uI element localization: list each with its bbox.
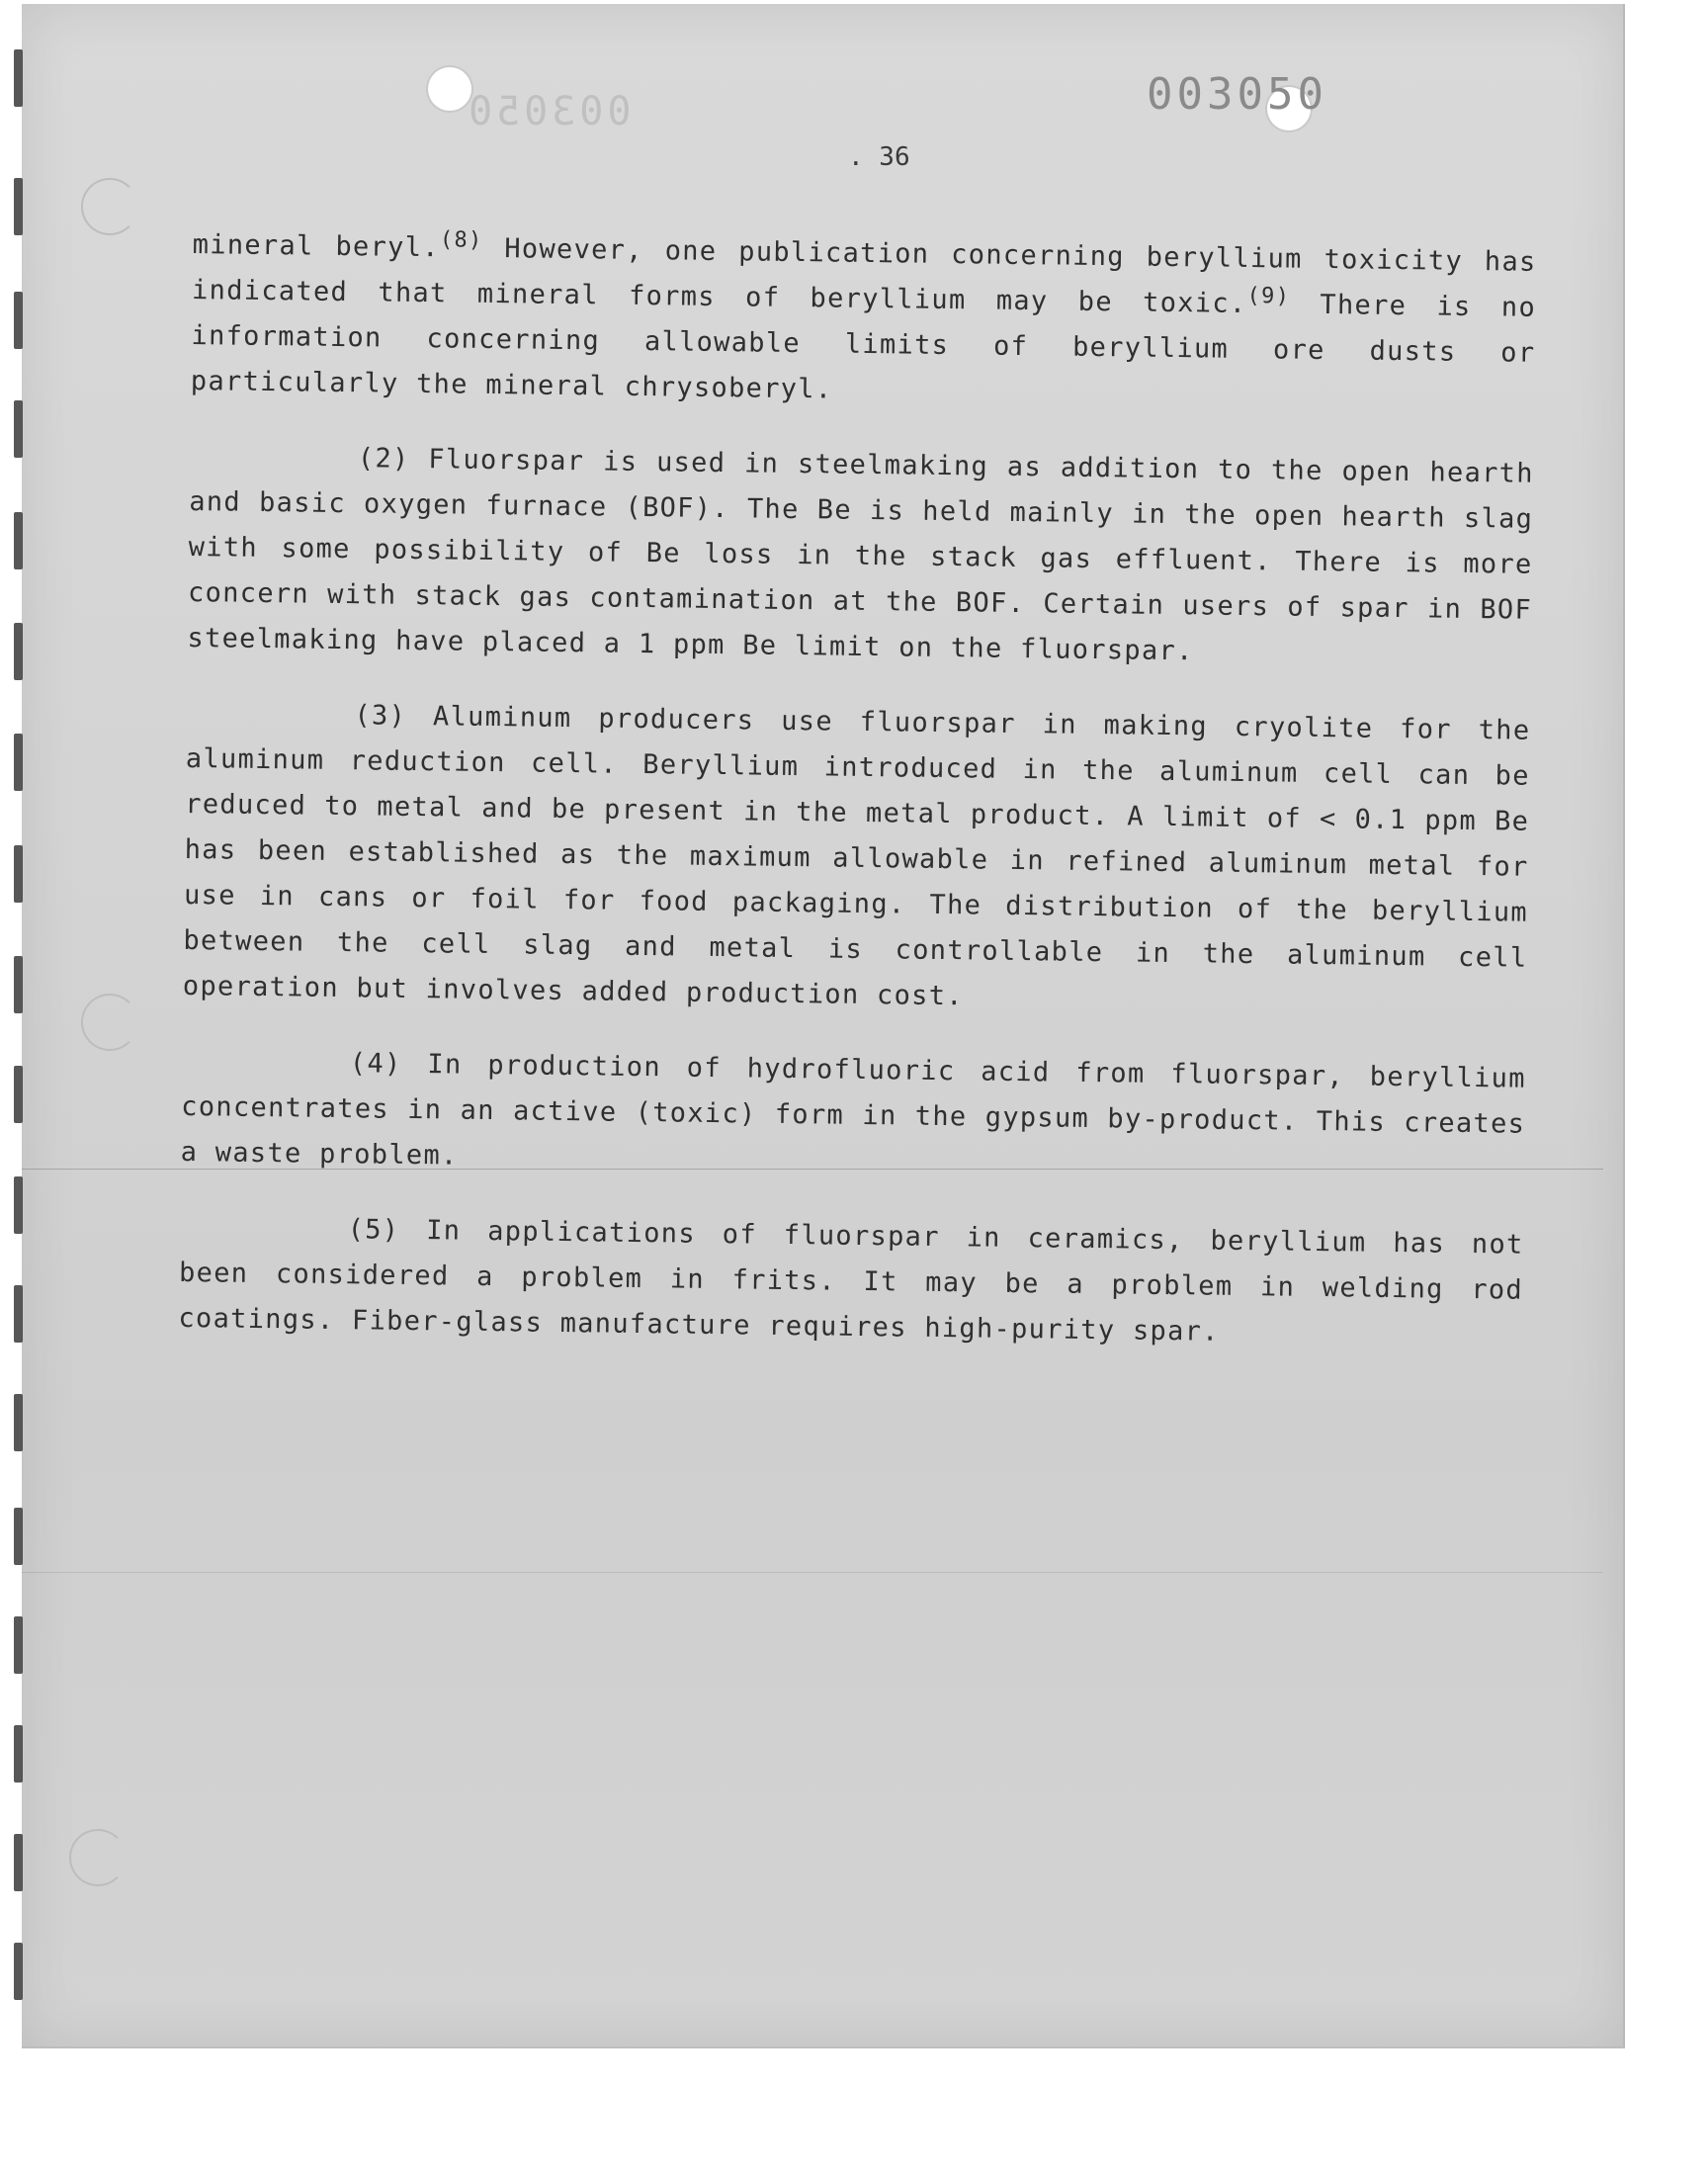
- scan-artifact-line: [22, 1572, 1603, 1573]
- binding-mark: [14, 178, 23, 235]
- paragraph-3: (3) Aluminum producers use fluorspar in making cryolite for the aluminum reduction cell. Beryllium introduced in the aluminum cell can be reduced to metal and be present in the metal product. A limit of < 0.1 ppm Be has been established as the maximum allowable in refined aluminum metal for use in cans or foil for food packaging. The distribution of the beryllium between the cell slag and metal is controllable in the aluminum cell operation but involves added production cost.: [182, 700, 1531, 1012]
- binding-mark: [14, 1616, 23, 1674]
- binding-mark: [14, 956, 23, 1013]
- binding-mark: [14, 292, 23, 349]
- ring-mark: [69, 1829, 127, 1886]
- paragraph-5: (5) In applications of fluorspar in ceramics, beryllium has not been considered a problem in frits. It may be a problem in welding rod coatings. Fiber-glass manufacture requires high-purity spar.: [178, 1214, 1524, 1348]
- document-number: 003050: [1147, 69, 1327, 120]
- binding-mark: [14, 1285, 23, 1343]
- binding-mark: [14, 1176, 23, 1234]
- body-text: [178, 222, 1537, 1389]
- binding-mark: [14, 1066, 23, 1123]
- reference-marker: (8): [439, 227, 483, 253]
- binding-mark: [14, 623, 23, 680]
- binding-mark: [14, 1834, 23, 1891]
- ring-mark: [81, 994, 138, 1051]
- paragraph-1: mineral beryl.$^{(8)}$ However, one publication concerning beryllium toxicity has indicated that mineral forms of beryllium may be toxic.$^{(9)}$ There is no information concerning allowable limits of beryllium ore dusts or particularly the mineral chrysoberyl.: [190, 227, 1537, 405]
- reference-marker: (9): [1246, 283, 1291, 309]
- binding-mark: [14, 1394, 23, 1451]
- binding-mark: [14, 400, 23, 458]
- paragraph-2: (2) Fluorspar is used in steelmaking as addition to the open hearth and basic oxygen furnace (BOF). The Be is held mainly in the open hearth slag with some possibility of Be loss in the stack gas effluent. There is more concern with stack gas contamination at the BOF. Certain users of spar in BOF steelmaking have placed a 1 ppm Be limit on the fluorspar.: [187, 443, 1534, 667]
- paragraph-4: (4) In production of hydrofluoric acid from fluorspar, beryllium concentrates in an active (toxic) form in the gypsum by-product. This creates a waste problem.: [180, 1048, 1526, 1172]
- binding-strip: [0, 0, 30, 2046]
- ring-mark: [81, 178, 138, 235]
- binding-mark: [14, 49, 23, 107]
- binding-mark: [14, 845, 23, 903]
- page-number: . 36: [848, 142, 910, 172]
- binding-mark: [14, 1943, 23, 2000]
- bleed-through-number: 003050: [465, 89, 632, 134]
- binding-mark: [14, 1725, 23, 1783]
- binding-mark: [14, 512, 23, 569]
- binding-mark: [14, 1508, 23, 1565]
- binding-mark: [14, 734, 23, 791]
